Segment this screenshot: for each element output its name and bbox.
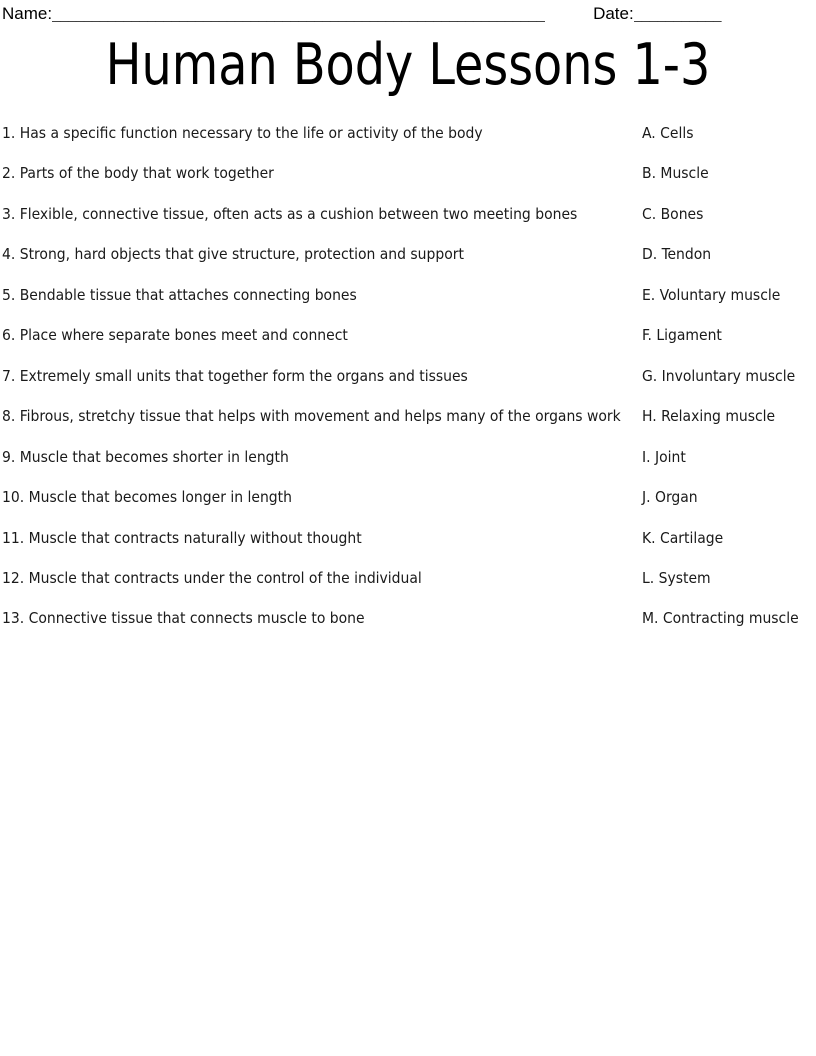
name-label: Name: xyxy=(2,4,53,23)
answer-option: C. Bones xyxy=(642,204,704,223)
question-item: 11. Muscle that contracts naturally without thought xyxy=(2,528,362,547)
question-item: 9. Muscle that becomes shorter in length xyxy=(2,447,289,466)
question-item: 10. Muscle that becomes longer in length xyxy=(2,488,292,507)
answer-option: J. Organ xyxy=(642,488,698,507)
answer-option: L. System xyxy=(642,568,711,587)
table-row xyxy=(2,284,814,306)
answer-option: E. Voluntary muscle xyxy=(642,285,781,304)
table-row xyxy=(2,446,814,468)
answer-option: G. Involuntary muscle xyxy=(642,366,796,385)
table-row xyxy=(2,122,814,144)
table-row xyxy=(2,405,814,427)
table-row xyxy=(2,243,814,265)
date-write-in-line[interactable]: ___________ xyxy=(633,6,722,23)
name-write-in-line[interactable]: ______________________________________________________________ xyxy=(52,6,545,23)
answer-option: F. Ligament xyxy=(642,326,722,345)
answer-option: D. Tendon xyxy=(642,245,712,264)
table-row xyxy=(2,527,814,549)
question-item: 3. Flexible, connective tissue, often acts as a cushion between two meeting bones xyxy=(2,204,578,223)
table-row xyxy=(2,324,814,346)
answer-option: M. Contracting muscle xyxy=(642,609,799,628)
question-item: 2. Parts of the body that work together xyxy=(2,164,274,183)
answer-option: B. Muscle xyxy=(642,164,709,183)
student-info-row xyxy=(0,0,816,24)
matching-exercise-list xyxy=(0,122,816,630)
answer-option: I. Joint xyxy=(642,447,686,466)
question-item: 6. Place where separate bones meet and connect xyxy=(2,326,348,345)
table-row xyxy=(2,486,814,508)
answer-option: K. Cartilage xyxy=(642,528,724,547)
question-item: 5. Bendable tissue that attaches connecting bones xyxy=(2,285,357,304)
answer-option: A. Cells xyxy=(642,123,694,142)
question-item: 12. Muscle that contracts under the control of the individual xyxy=(2,568,422,587)
table-row xyxy=(2,365,814,387)
question-item: 7. Extremely small units that together form the organs and tissues xyxy=(2,366,468,385)
question-item: 13. Connective tissue that connects muscle to bone xyxy=(2,609,365,628)
date-label: Date: xyxy=(593,4,634,23)
page-title: Human Body Lessons 1-3 xyxy=(105,32,711,98)
question-item: 8. Fibrous, stretchy tissue that helps with movement and helps many of the organs work xyxy=(2,407,621,426)
table-row xyxy=(2,607,814,629)
answer-option: H. Relaxing muscle xyxy=(642,407,776,426)
table-row xyxy=(2,162,814,184)
table-row xyxy=(2,567,814,589)
table-row xyxy=(2,203,814,225)
question-item: 4. Strong, hard objects that give structure, protection and support xyxy=(2,245,464,264)
question-item: 1. Has a specific function necessary to the life or activity of the body xyxy=(2,123,483,142)
